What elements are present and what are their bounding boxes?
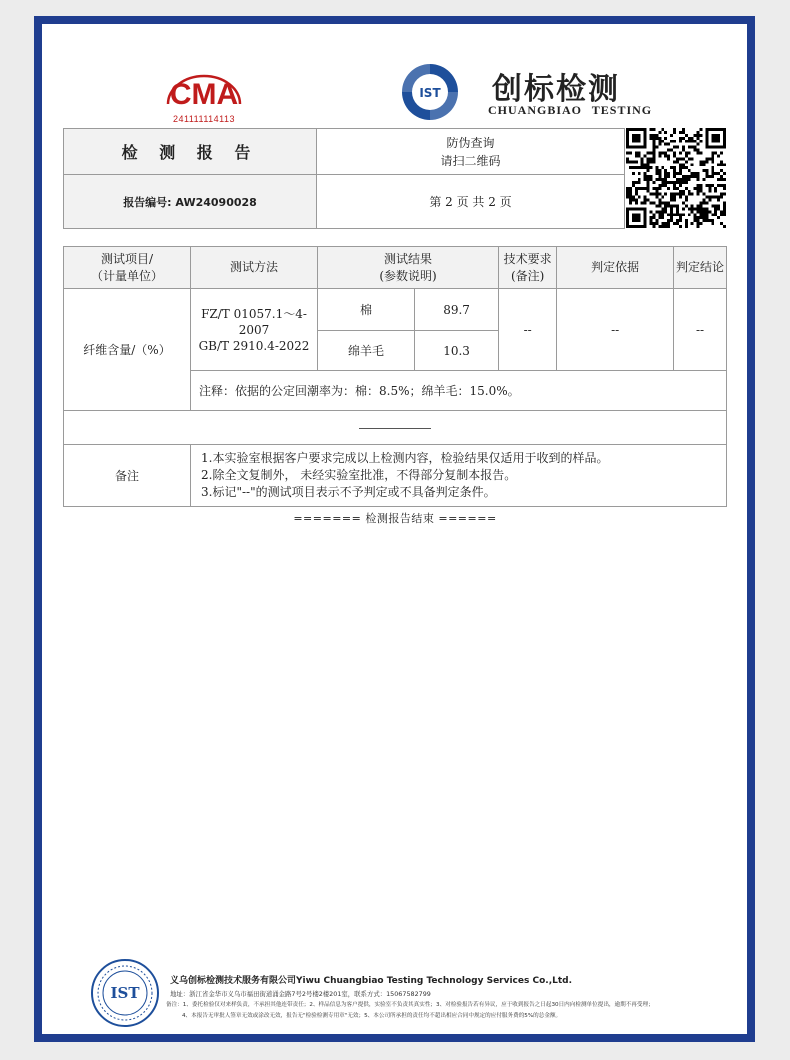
- test-method-line2: GB/T 2910.4-2022: [198, 338, 310, 353]
- cma-number: 241111114113: [172, 114, 236, 124]
- remarks-label: 备注: [64, 445, 191, 507]
- brand-name-cn: 创标检测: [492, 72, 620, 107]
- blank-divider-row: [64, 411, 727, 445]
- col-header-basis: 判定依据: [557, 247, 674, 289]
- moisture-note: 注释：依据的公定回潮率为：棉：8.5%；绵羊毛：15.0%。: [191, 371, 727, 411]
- test-method-line1: FZ/T 01057.1～4-2007: [201, 306, 307, 337]
- report-header-table: [63, 128, 625, 229]
- cma-logo: [162, 60, 246, 122]
- test-method: [191, 289, 318, 371]
- col-header-item: [64, 247, 191, 289]
- report-end-marker: ======= 检测报告结束 ======: [293, 512, 497, 525]
- col-header-req-line2: (备注): [510, 268, 545, 283]
- conclusion-value: --: [674, 289, 727, 371]
- col-header-item-line2: （计量单位）: [90, 268, 163, 283]
- report-title-cell: [64, 129, 317, 175]
- requirement-value: --: [499, 289, 557, 371]
- col-header-conclusion: 判定结论: [674, 247, 727, 289]
- value-wool: 10.3: [415, 331, 499, 371]
- qr-code-icon[interactable]: [625, 128, 727, 228]
- basis-value: --: [557, 289, 674, 371]
- blank-line: [359, 428, 431, 429]
- footer-company: 义乌创标检测技术服务有限公司Yiwu Chuangbiao Testing Technology Services Co.,Ltd.: [170, 976, 573, 986]
- col-header-result: [318, 247, 499, 289]
- col-header-item-line1: 测试项目/: [100, 251, 154, 266]
- test-results-table: [63, 246, 727, 507]
- page-info: 第 2 页 共 2 页: [317, 175, 625, 229]
- test-item: 纤维含量/（%）: [64, 289, 191, 411]
- brand-name-en: CHUANGBIAO TESTING: [488, 103, 653, 117]
- col-header-requirement: [499, 247, 557, 289]
- report-sheet: [42, 24, 747, 1034]
- remarks-content: [191, 445, 727, 507]
- col-header-result-line1: 测试结果: [384, 251, 433, 266]
- param-wool: 绵羊毛: [318, 331, 415, 371]
- report-no-cell: [64, 175, 317, 229]
- footer-address: 地址：浙江省金华市义乌市福田街道涌金路7号2号楼2楼201室，联系方式：15067582799: [170, 990, 431, 998]
- anti-fake-label: 防伪查询: [446, 135, 495, 150]
- ist-seal-icon: [90, 958, 160, 1028]
- report-no: AW24090028: [175, 195, 257, 209]
- footer-notes-1: 备注：1、委托检验仅对来样负责，不承担其他连带责任；2、样品信息为客户提供，实验室不负责其真实性；3、对检验报告若有异议，应于收到报告之日起30日内向检测单位提出，逾期不再受理；: [166, 1002, 654, 1008]
- value-cotton: 89.7: [415, 289, 499, 331]
- report-title: 检 测 报 告: [121, 143, 259, 162]
- col-header-result-line2: (参数说明): [379, 268, 437, 283]
- cma-logo-text: CMA: [169, 78, 239, 111]
- ist-logo-icon: [398, 60, 462, 124]
- remark-1: 1.本实验室根据客户要求完成以上检测内容，检验结果仅适用于收到的样品。: [201, 451, 609, 465]
- remark-3: 3.标记"--"的测试项目表示不予判定或不具备判定条件。: [201, 485, 496, 499]
- col-header-req-line1: 技术要求: [503, 251, 552, 266]
- scan-qr-label: 请扫二维码: [440, 153, 501, 168]
- anti-fake-cell: [317, 129, 625, 175]
- footer-notes-2: 4、本报告无审批人签章无效或涂改无效，报告无"检验检测专用章"无效；5、本公司所承担的责任均不超出相应合同中规定的应付服务费的5%的总金额。: [182, 1013, 562, 1019]
- report-no-label: 报告编号:: [123, 195, 172, 209]
- param-cotton: 棉: [318, 289, 415, 331]
- col-header-method: 测试方法: [191, 247, 318, 289]
- seal-text: IST: [110, 984, 140, 1002]
- ist-logo-text: IST: [419, 86, 441, 100]
- remark-2: 2.除全文复制外， 未经实验室批准，不得部分复制本报告。: [201, 468, 517, 482]
